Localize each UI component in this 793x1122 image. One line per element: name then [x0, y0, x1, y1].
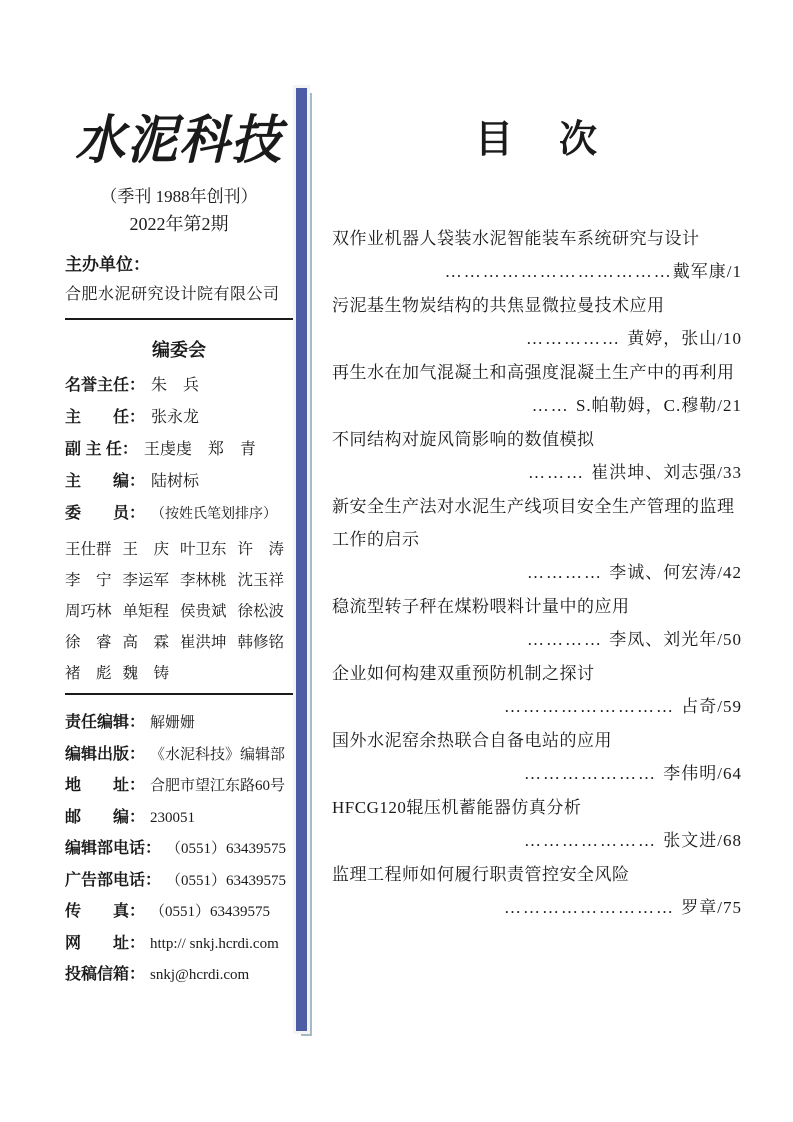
- toc-heading: 目 次: [474, 119, 601, 161]
- member-name: 徐松波: [237, 603, 285, 620]
- info-line-publisher: [65, 745, 293, 765]
- toc-entry: [332, 356, 744, 423]
- dot-leader: ………………………: [504, 898, 682, 917]
- info-value: （0551）63439575: [166, 872, 287, 889]
- member-name: 高 霖: [122, 634, 170, 651]
- board-role-honorary-director: [65, 376, 293, 396]
- member-name: 魏 铸: [122, 665, 170, 682]
- info-line-fax: [65, 902, 293, 922]
- article-authors-page: 占奇/59: [681, 697, 742, 716]
- info-line-address: [65, 776, 293, 796]
- article-title: 再生水在加气混凝土和高强度混凝土生产中的再利用: [332, 363, 735, 382]
- info-line-editorial-phone: [65, 839, 293, 859]
- info-line-website: [65, 934, 293, 954]
- member-name: 周巧林: [65, 603, 112, 620]
- article-authors-page: 李伟明/64: [663, 764, 742, 783]
- journal-subtitle: （季刊 1988年创刊）: [100, 187, 258, 206]
- member-name: 王仕群: [65, 541, 112, 558]
- role-value: （按姓氏笔划排序）: [151, 507, 278, 522]
- article-byline: [332, 322, 744, 356]
- organizer-name: 合肥水泥研究设计院有限公司: [65, 286, 280, 303]
- article-byline: [332, 891, 744, 925]
- info-value: 合肥市望江东路60号: [150, 778, 286, 794]
- toc-entry: [332, 490, 744, 590]
- member-name: 叶卫东: [180, 541, 227, 558]
- info-label: 地 址：: [65, 777, 146, 794]
- member-name: 韩修铭: [237, 634, 285, 651]
- member-name: 单矩程: [122, 603, 170, 620]
- info-line-postcode: [65, 808, 293, 828]
- info-value: 230051: [150, 809, 196, 826]
- article-byline: [332, 456, 744, 490]
- toc-entry: [332, 289, 744, 356]
- vertical-divider-bar: [296, 88, 307, 1031]
- article-byline: [332, 824, 744, 858]
- member-name: 李运军: [122, 572, 170, 589]
- article-byline: [332, 757, 744, 791]
- info-line-submission-email: [65, 965, 293, 985]
- dot-leader: ………: [528, 463, 592, 482]
- article-byline: [332, 623, 744, 657]
- info-label: 编辑出版：: [65, 745, 146, 763]
- role-label: 主 任：: [65, 409, 146, 426]
- info-label: 责任编辑：: [65, 714, 146, 731]
- article-byline: [332, 556, 744, 590]
- member-name: 李 宁: [65, 572, 112, 589]
- member-name: 徐 睿: [65, 634, 112, 651]
- info-value: 解姗姗: [150, 715, 196, 731]
- role-value: 张永龙: [151, 409, 200, 426]
- article-authors-page: 李诚、何宏涛/42: [609, 563, 742, 582]
- board-members-grid: [65, 541, 293, 683]
- dot-leader: ………………………………: [444, 262, 673, 281]
- dot-leader: …………………: [524, 831, 664, 850]
- role-label: 委 员：: [65, 505, 146, 522]
- website-url: http:// snkj.hcrdi.com: [150, 935, 279, 952]
- organizer-label: 主办单位：: [65, 255, 150, 274]
- info-label: 投稿信箱：: [65, 966, 146, 983]
- member-name: 沈玉祥: [237, 572, 285, 589]
- info-value: （0551）63439575: [150, 904, 271, 920]
- member-name: [180, 665, 236, 683]
- article-authors-page: 罗章/75: [681, 898, 742, 917]
- info-line-ad-phone: [65, 871, 293, 891]
- info-label: 传 真：: [65, 903, 146, 920]
- dot-leader: ………………………: [504, 697, 682, 716]
- role-value: 朱 兵: [151, 377, 200, 394]
- member-name: 许 涛: [237, 541, 285, 558]
- info-label: 邮 编：: [65, 808, 146, 826]
- member-name: 李林桃: [180, 572, 227, 589]
- member-name: 崔洪坤: [180, 634, 227, 651]
- toc-entry: [332, 724, 744, 791]
- toc-entry: [332, 858, 744, 925]
- board-role-director: [65, 408, 293, 428]
- article-title: 双作业机器人袋装水泥智能装车系统研究与设计: [332, 229, 700, 248]
- article-byline: [332, 690, 744, 724]
- member-name: [238, 665, 294, 683]
- article-byline: [332, 389, 744, 423]
- board-role-deputy-director: [65, 440, 293, 460]
- role-value: 陆树标: [151, 473, 200, 490]
- board-role-members: [65, 504, 293, 525]
- role-value: 王虔虔 郑 青: [143, 441, 256, 458]
- divider-rule-bottom: [65, 693, 293, 695]
- submission-email: snkj@hcrdi.com: [150, 967, 250, 983]
- article-title: 企业如何构建双重预防机制之探讨: [332, 664, 595, 683]
- info-value: 《水泥科技》编辑部: [150, 746, 286, 763]
- journal-title: 水泥科技: [75, 108, 283, 171]
- divider-rule-top: [65, 318, 293, 320]
- info-label: 广告部电话：: [65, 871, 162, 889]
- journal-issue: 2022年第2期: [129, 214, 229, 234]
- role-label: 名誉主任：: [65, 377, 146, 394]
- toc-entry: [332, 423, 744, 490]
- toc-column: [332, 118, 744, 925]
- toc-entry: [332, 657, 744, 724]
- member-name: 侯贵斌: [180, 603, 227, 620]
- article-title: 稳流型转子秤在煤粉喂料计量中的应用: [332, 597, 630, 616]
- article-byline: [332, 255, 744, 289]
- publication-info: [65, 713, 293, 985]
- toc-entry: [332, 590, 744, 657]
- member-name: 褚 彪: [65, 665, 112, 682]
- article-title: 新安全生产法对水泥生产线项目安全生产管理的监理工作的启示: [332, 497, 735, 549]
- board-role-chief-editor: [65, 472, 293, 492]
- dot-leader: …………: [527, 563, 610, 582]
- article-authors-page: 李凤、刘光年/50: [609, 630, 742, 649]
- article-authors-page: 黄婷，张山/10: [627, 329, 742, 348]
- info-line-managing-editor: [65, 713, 293, 733]
- article-title: 污泥基生物炭结构的共焦显微拉曼技术应用: [332, 296, 665, 315]
- toc-entry: [332, 791, 744, 858]
- article-title: 监理工程师如何履行职责管控安全风险: [332, 865, 630, 884]
- article-authors-page: 崔洪坤、刘志强/33: [591, 463, 742, 482]
- role-label: 副 主 任：: [65, 441, 138, 458]
- info-label: 网 址：: [65, 934, 146, 952]
- article-authors-page: S.帕勒姆，C.穆勒/21: [575, 396, 742, 415]
- article-title: 国外水泥窑余热联合自备电站的应用: [332, 731, 612, 750]
- masthead-column: [65, 104, 293, 985]
- toc-entry: [332, 222, 744, 289]
- dot-leader: ……: [531, 396, 576, 415]
- editorial-board-heading: 编委会: [152, 340, 206, 360]
- info-label: 编辑部电话：: [65, 840, 162, 857]
- article-authors-page: 张文进/68: [663, 831, 742, 850]
- dot-leader: …………: [527, 630, 610, 649]
- info-value: （0551）63439575: [166, 841, 287, 857]
- dot-leader: ……………: [526, 329, 628, 348]
- role-label: 主 编：: [65, 473, 146, 490]
- dot-leader: …………………: [524, 764, 664, 783]
- article-title: HFCG120辊压机蓄能器仿真分析: [332, 798, 582, 817]
- article-authors-page: 戴军康/1: [672, 262, 742, 281]
- member-name: 王 庆: [122, 541, 170, 558]
- article-title: 不同结构对旋风筒影响的数值模拟: [332, 430, 595, 449]
